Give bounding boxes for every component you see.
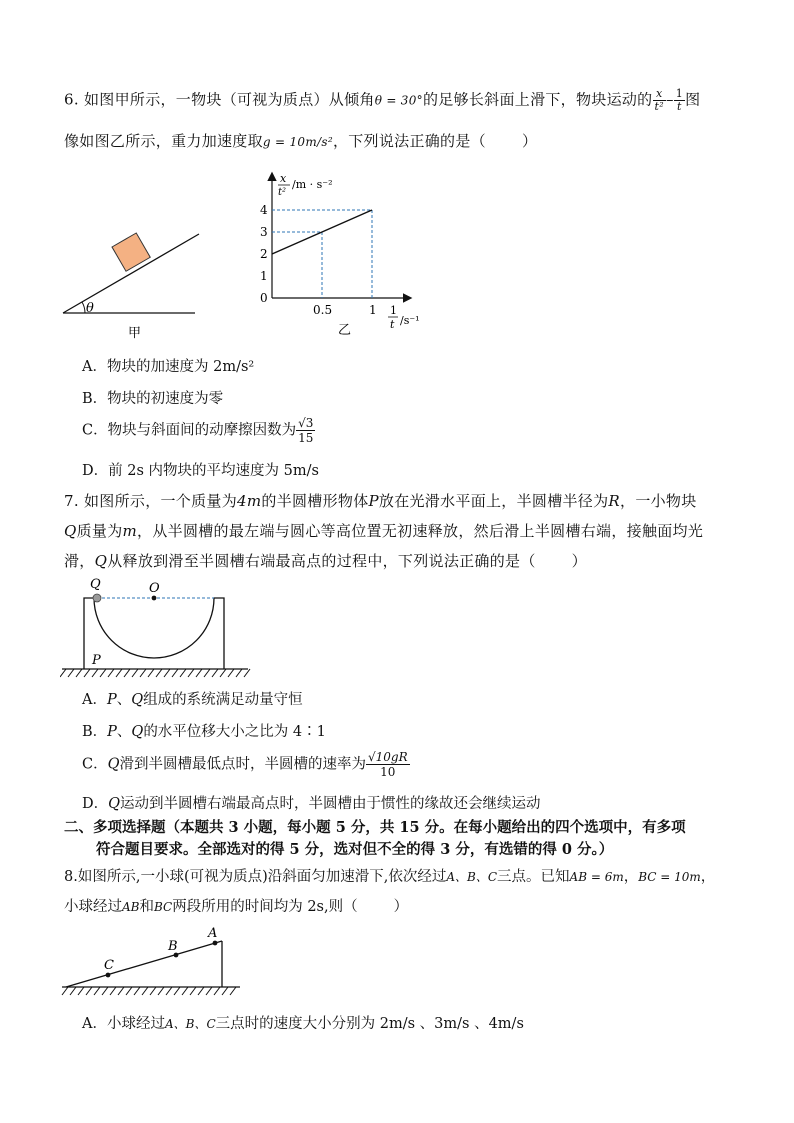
q8-line1: 8.如图所示,一小球(可视为质点)沿斜面匀加速滑下,依次经过A、B、C三点。已知AB = 6m，BC = 10m， (64, 869, 716, 885)
theta-label: θ (86, 301, 94, 316)
x-tick-label: 0.5 (313, 303, 333, 317)
point-a (213, 941, 218, 946)
ylabel-den: t² (278, 187, 287, 198)
x-over-t2-fraction: $\frac{x}{\text{t²}}$ (654, 87, 664, 113)
groove-body (84, 598, 224, 669)
q7-option-c[interactable]: C．Q滑到半圆槽最低点时，半圆槽的速率为 $\frac{√10gR}{10}$ (82, 750, 408, 779)
label-o: O (149, 581, 160, 596)
x-tick-labels (313, 303, 377, 317)
q6-number: 6. (64, 90, 79, 109)
q8-line2: 小球经过AB和BC两段所用的时间均为 2s,则（ ） (64, 899, 409, 915)
center-o (152, 596, 157, 601)
q6-line1: 6. 如图甲所示，一物块（可视为质点）从倾角θ = 30°的足够长斜面上滑下，物块运动的 $\frac{x}{\text{t²}}$ – $\frac{1}{t}$ 图 (64, 87, 701, 113)
y-tick-label: 0 (260, 291, 268, 305)
y-tick-label: 3 (260, 225, 268, 239)
q7-line1: 7. 如图所示，一个质量为4m的半圆槽形物体P放在光滑水平面上，半圆槽半径为R，一小物块 (64, 492, 697, 510)
incline-figure-jia (58, 225, 208, 340)
floor-hatching (62, 987, 236, 995)
ylabel-num: x (280, 172, 287, 185)
q6-option-c[interactable]: C．物块与斜面间的动摩擦因数为 $\frac{√3}{15}$ (82, 416, 314, 445)
xlabel-unit: /s⁻¹ (400, 314, 420, 327)
point-c (106, 973, 111, 978)
caption-jia: 甲 (128, 326, 142, 340)
one-over-t-fraction: $\frac{1}{t}$ (675, 87, 684, 113)
y-tick-label: 4 (260, 203, 268, 217)
xlabel-num: 1 (390, 304, 397, 317)
section2-heading-line2: 符合题目要求。全部选对的得 5 分，选对但不全的得 3 分，有选错的得 0 分。） (96, 841, 614, 858)
q7-option-b[interactable]: B．P、Q的水平位移大小之比为 4∶1 (82, 724, 326, 740)
q6-option-b[interactable]: B．物块的初速度为零 (82, 391, 224, 407)
x-tick-label: 1 (369, 303, 377, 317)
ball-q (93, 594, 101, 602)
q6-line2: 像如图乙所示，重力加速度取g = 10m/s²，下列说法正确的是（ ） (64, 132, 538, 150)
incline-figure-q8 (60, 925, 250, 997)
ylabel-unit: /m · s⁻² (292, 178, 333, 191)
q6-option-d[interactable]: D．前 2s 内物块的平均速度为 5m/s (82, 463, 319, 479)
q7-line3: 滑，Q从释放到滑至半圆槽右端最高点的过程中，下列说法正确的是（ ） (64, 552, 587, 570)
guide-lines (272, 210, 372, 298)
q7-option-d[interactable]: D．Q运动到半圆槽右端最高点时，半圆槽由于惯性的缘故还会继续运动 (82, 796, 541, 812)
xlabel-den: t (390, 318, 395, 331)
g-value: g = 10m/s² (262, 135, 333, 149)
y-tick-label: 1 (260, 269, 268, 283)
sqrt3-over-15: $\frac{√3}{15}$ (298, 416, 314, 445)
angle-arc (82, 302, 85, 313)
label-q: Q (90, 577, 101, 592)
graph-yi (250, 168, 430, 340)
incline-surface (66, 941, 222, 987)
y-tick-label: 2 (260, 247, 268, 261)
q7-option-a[interactable]: A．P、Q组成的系统满足动量守恒 (82, 692, 303, 708)
q7-line2: Q质量为m，从半圆槽的最左端与圆心等高位置无初速释放，然后滑上半圆槽右端，接触面均光 (64, 522, 704, 540)
sqrt10gR-over-10: $\frac{√10gR}{10}$ (368, 750, 408, 779)
label-a: A (208, 926, 218, 941)
y-tick-labels (260, 203, 268, 305)
q6-option-a[interactable]: A．物块的加速度为 2m/s² (82, 359, 255, 375)
q8-option-a[interactable]: A．小球经过A、B、C三点时的速度大小分别为 2m/s 、3m/s 、4m/s (82, 1016, 524, 1032)
label-p: P (92, 653, 101, 668)
label-c: C (104, 958, 114, 973)
caption-yi: 乙 (338, 323, 352, 338)
groove-figure (60, 574, 260, 680)
section2-heading-line1: 二、多项选择题（本题共 3 小题，每小题 5 分，共 15 分。在每小题给出的四个选项中，有多项 (64, 819, 686, 836)
theta-value: θ = 30° (374, 93, 423, 108)
label-b: B (168, 939, 178, 954)
floor-hatching (60, 669, 250, 677)
